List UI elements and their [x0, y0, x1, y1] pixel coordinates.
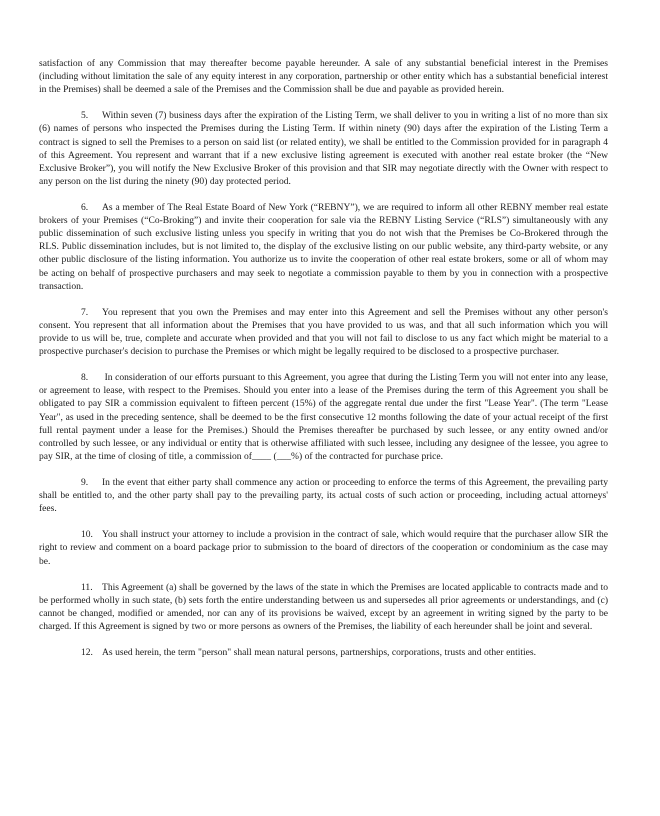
paragraph-number: 9. — [81, 477, 89, 488]
paragraph-11 — [39, 581, 608, 633]
paragraph-text: As a member of The Real Estate Board of New York (“REBNY”), we are required to inform all other REBNY member real estate brokers of your Premises (“Co-Broking”) and invite their cooperation for sale via the REBNY Listing Service (“RLS”) simultaneously with any public dissemination of such exclusive listing unless you specify in writing that you do not wish that the Premises be Co-Brokered through the RLS. Public dissemination includes, but is not limited to, the display of the exclusive listing on our public website, any third-party website, or any other public disclosure of the listing information. You authorize us to invite the cooperation of other real estate brokers, some or all of whom may be acting on behalf of prospective purchasers and may seek to negotiate a commission payable to them by you in connection with a prospective transaction. — [39, 202, 608, 292]
paragraph-4-continuation — [39, 57, 608, 96]
paragraph-7 — [39, 306, 608, 358]
paragraph-number: 5. — [81, 110, 89, 122]
paragraph-number: 12. — [81, 647, 93, 659]
paragraph-text: satisfaction of any Commission that may thereafter become payable hereunder. A sale of any substantial beneficial interest in the Premises (including without limitation the sale of any equity interest in any corporation, partnership or other entity which has a substantial beneficial interest in the Premises) shall be deemed a sale of the Premises and the Commission shall be due and payable as provided herein. — [39, 58, 608, 96]
paragraph-number: 10. — [81, 529, 93, 541]
paragraph-10 — [39, 528, 608, 567]
paragraph-text: You shall instruct your attorney to include a provision in the contract of sale, which would require that the purchaser allow SIR the right to review and comment on a board package prior to submission to the board of directors of the cooperation or condominium as the case may be. — [39, 529, 608, 567]
paragraph-number: 7. — [81, 306, 89, 318]
paragraph-number: 11. — [81, 581, 93, 593]
paragraph-12 — [39, 646, 608, 659]
paragraph-text: Within seven (7) business days after the expiration of the Listing Term, we shall deliver to you in writing a list of no more than six (6) names of persons who inspected the Premises during the Listing Term. If within ninety (90) days after the expiration of the Listing Term a contract is signed to sell the Premises to a person on said list (or related entity), we shall be entitled to the Commission provided for in paragraph 4 of this Agreement. You represent and warrant that if a new exclusive listing agreement is executed with another real estate broker (the “New Exclusive Broker”), you will notify the New Exclusive Broker of this provision and that SIR may negotiate directly with the Owner with respect to any person on the list during the ninety (90) day protected period. — [39, 110, 608, 187]
paragraph-9 — [39, 476, 608, 515]
paragraph-number: 6. — [81, 202, 89, 214]
paragraph-text: This Agreement (a) shall be governed by the laws of the state in which the Premises are located applicable to contracts made and to be performed wholly in such state, (b) sets forth the entire understanding between us and supersedes all prior agreements or understandings, and (c) cannot be changed, modified or amended, nor can any of its provisions be waived, except by an agreement in writing signed by the party to be charged. If this Agreement is signed by two or more persons as owners of the Premises, the liability of each hereunder shall be joint and several. — [39, 581, 608, 633]
paragraph-text: You represent that you own the Premises and may enter into this Agreement and sell the Premises without any other person's consent. You represent that all information about the Premises that you have provided to us was, and that all such information which you will provide to us will be, true, complete and accurate when provided and that you will not fail to disclose to us any fact which might be material to a prospective purchaser's decision to purchase the Premises or which might be legally required to be disclosed to a prospective purchaser. — [39, 306, 608, 358]
paragraph-5 — [39, 109, 608, 188]
paragraph-text: As used herein, the term "person" shall mean natural persons, partnerships, corporations, trusts and other entities. — [102, 647, 537, 659]
paragraph-text: In consideration of our efforts pursuant to this Agreement, you agree that during the Listing Term you will not enter into any lease, or agreement to lease, with respect to the Premises. Should you enter into a lease of the Premises during the term of this Agreement you shall be obligated to pay SIR a commission equivalent to fifteen percent (15%) of the aggregate rental due under the first "Lease Year". (The term "Lease Year", as used in the preceding sentence, shall be deemed to be the first consecutive 12 months following the date of your actual receipt of the first full rental payment under a lease for the Premises.) Should the Premises thereafter be purchased by such lessee, or any entity owned and/or controlled by such lessee, or any individual or entity that is otherwise affiliated with such lessee, including any designee of the lessee, you agree to pay SIR, at the time of closing of title, a commission of____ (___%) of the contracted for purchase price. — [39, 372, 608, 462]
document-body — [39, 57, 608, 672]
paragraph-8 — [39, 371, 608, 463]
paragraph-number: 8. — [81, 372, 89, 384]
paragraph-text: In the event that either party shall commence any action or proceeding to enforce the terms of this Agreement, the prevailing party shall be entitled to, and the other party shall pay to the prevailing party, its actual costs of such action or proceeding, including actual attorneys' fees. — [39, 477, 608, 515]
paragraph-6 — [39, 201, 608, 293]
